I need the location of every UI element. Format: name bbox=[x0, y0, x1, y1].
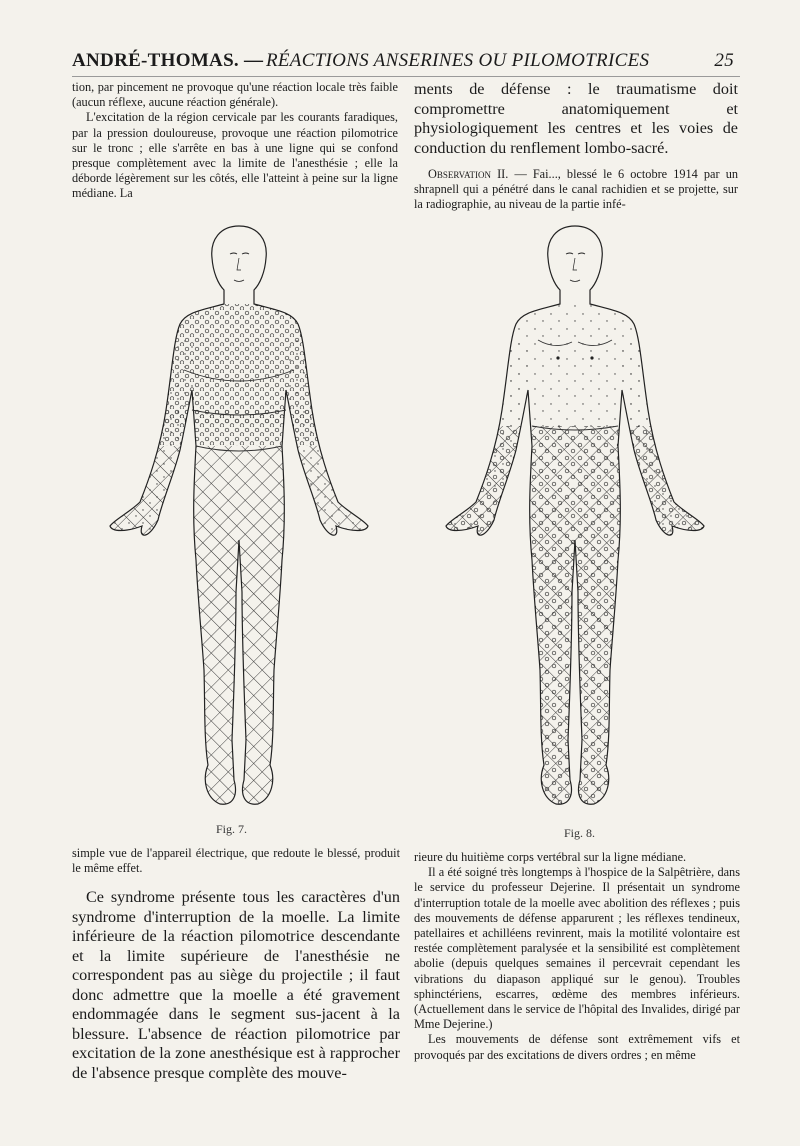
observation-label: Observation II. bbox=[428, 167, 509, 181]
figure-7-caption: Fig. 7. bbox=[216, 822, 248, 836]
paragraph: Les mouvements de défense sont extrêmement vifs et provoqués par des excitations de divers ordres ; en même bbox=[414, 1032, 740, 1062]
paragraph: L'excitation de la région cervicale par les courants faradiques, par la pression douloureuse, provoque une réaction pilomotrice sur le tronc ; elle s'arrête en bas à une ligne qui se confond presque complètement avec la limite de l'anesthésie ; elle la déborde légèrement sur les côtés, elle l'atteint à peine sur la ligne médiane. La bbox=[72, 110, 398, 201]
running-head-title: RÉACTIONS ANSERINES OU PILOMOTRICES bbox=[266, 50, 650, 71]
figure-8-caption: Fig. 8. bbox=[564, 826, 596, 840]
paragraph: simple vue de l'appareil électrique, que redoute le blessé, produit le même effet. bbox=[72, 846, 400, 876]
right-column-top bbox=[414, 80, 738, 213]
observation-text: — Fai..., blessé le 6 octobre 1914 par un shrapnell qui a pénétré dans le canal rachidien et se projette, sur la radiographie, au niveau de la partie infé- bbox=[414, 167, 739, 212]
figure-7 bbox=[84, 220, 394, 820]
left-column-bottom bbox=[72, 846, 400, 1083]
header-rule bbox=[72, 76, 740, 77]
paragraph: Il a été soigné très longtemps à l'hospice de la Salpêtrière, dans le service du professeur Dejerine. Il présentait un syndrome d'interruption totale de la moelle avec abolition des réflexes ; puis des mouvements de défense apparurent ; les réflexes tendineux, patellaires et achilléens revinrent, mais la motilité volontaire est restée complètement paralysée et la sensibilité est complètement abolie (depuis quelques semaines il percevrait cependant les vibrations du diapason appliqué sur le genou). Troubles sphinctériens, escarres, œdème des membres inférieurs. (Actuellement dans le service de l'hôpital des Invalides, dirigé par Mme Dejerine.) bbox=[414, 865, 740, 1032]
running-head bbox=[72, 44, 740, 74]
paragraph: rieure du huitième corps vertébral sur la ligne médiane. bbox=[414, 850, 687, 864]
figure-7-body-diagram bbox=[84, 220, 394, 820]
observation-paragraph bbox=[414, 167, 738, 213]
paragraph: tion, par pincement ne provoque qu'une réaction locale très faible (aucun réflexe, aucune réaction générale). bbox=[72, 80, 398, 110]
right-column-bottom bbox=[414, 850, 740, 1063]
figure-8 bbox=[420, 220, 730, 820]
running-head-author: ANDRÉ-THOMAS. — bbox=[72, 50, 264, 71]
figure-8-body-diagram bbox=[420, 220, 730, 820]
page-number: 25 bbox=[714, 50, 734, 71]
paragraph: Ce syndrome présente tous les caractères d'un syndrome d'interruption de la moelle. La limite inférieure de la réaction pilomotrice descendante et la limite supérieure de l'anesthésie ne correspondent pas au siège du projectile ; il faut donc admettre que la moelle a été gravement endommagée dans le segment sus-jacent à la blessure. L'absence de réaction pilomotrice par excitation de la zone anesthésique est à rapprocher de l'absence presque complète des mouve- bbox=[72, 888, 400, 1082]
paragraph: ments de défense : le traumatisme doit compromettre anatomiquement et physiologiquement les centres et les voies de conduction du renflement lombo-sacré. bbox=[414, 80, 738, 157]
left-column-top bbox=[72, 80, 398, 202]
